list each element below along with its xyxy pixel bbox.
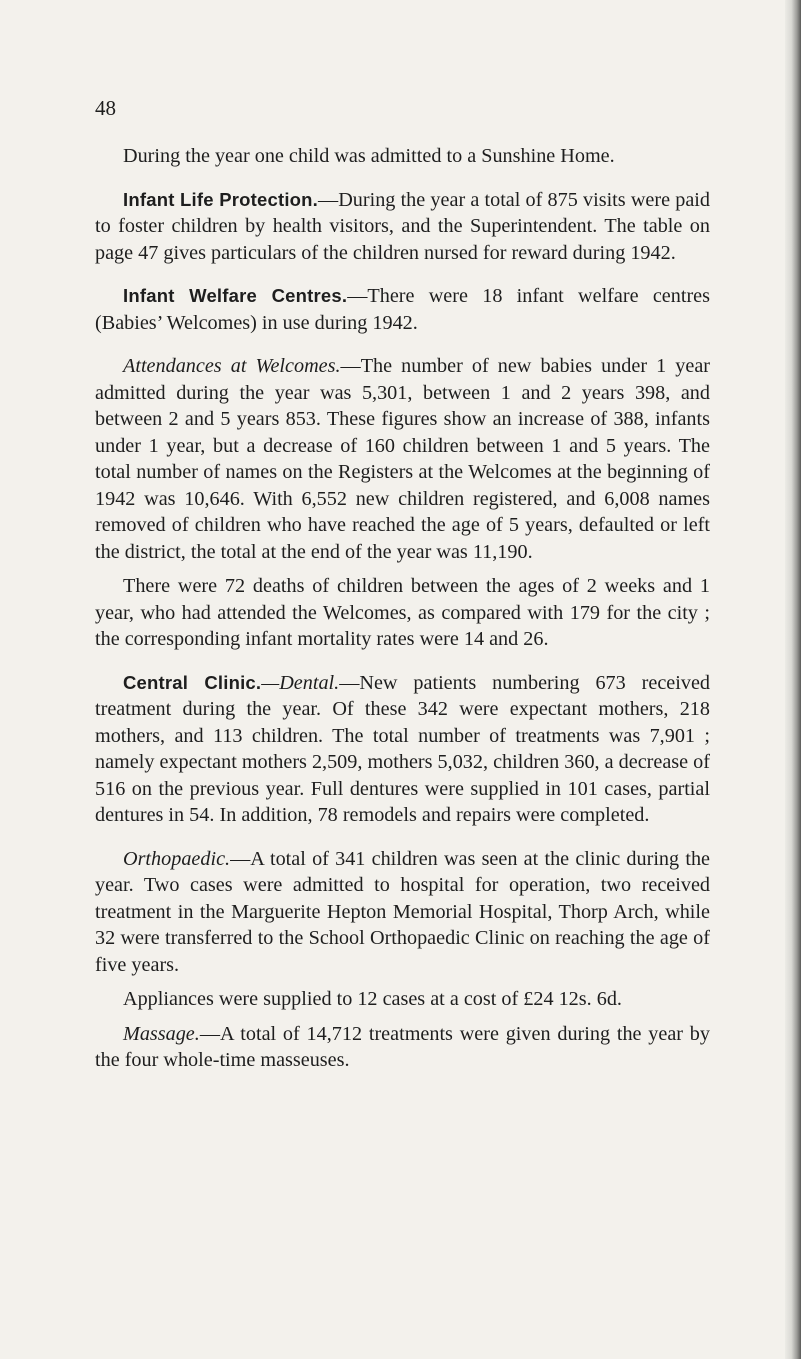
infant-welfare-centres-text: —There were 18 infant welfare centres (Babies’ Welcomes) in use during 1942. [95, 285, 710, 334]
orthopaedic-paragraph [95, 846, 710, 979]
document-body [95, 143, 710, 1074]
infant-welfare-centres-paragraph [95, 283, 710, 336]
deaths-paragraph: There were 72 deaths of children between the ages of 2 weeks and 1 year, who had attended the Welcomes, as compared with 179 for the city ; the corresponding infant mortality rates were 14 and 26. [95, 575, 710, 650]
infant-life-protection-paragraph [95, 187, 710, 267]
page-edge-shadow [785, 0, 801, 1359]
orthopaedic-text: —A total of 341 children was seen at the clinic during the year. Two cases were admitted to hospital for operation, two received treatment in the Marguerite Hepton Memorial Hospital, Thorp Arch, while 32 were transferred to the School Orthopaedic Clinic on reaching the age of five years. [95, 847, 710, 976]
massage-paragraph [95, 1021, 710, 1074]
attendances-heading: Attendances at Welcomes. [123, 355, 341, 377]
page-number: 48 [95, 96, 116, 120]
central-clinic-heading: Central Clinic. [123, 671, 262, 693]
massage-text: —A total of 14,712 treatments were given during the year by the four whole-time masseuses. [95, 1022, 710, 1071]
attendances-paragraph [95, 353, 710, 565]
appliances-paragraph: Appliances were supplied to 12 cases at a cost of £24 12s. 6d. [123, 988, 622, 1010]
infant-life-protection-text: —During the year a total of 875 visits were paid to foster children by health visitors, and the Superintendent. The table on page 47 gives particulars of the children nursed for reward during 1942. [95, 188, 710, 264]
sunshine-home-paragraph: During the year one child was admitted to a Sunshine Home. [123, 145, 615, 167]
infant-life-protection-heading: Infant Life Protection. [123, 188, 319, 210]
massage-heading: Massage. [123, 1022, 200, 1045]
infant-welfare-centres-heading: Infant Welfare Centres. [123, 285, 348, 306]
dental-subheading: —Dental. [261, 671, 340, 694]
orthopaedic-heading: Orthopaedic. [123, 847, 231, 870]
attendances-text: —The number of new babies under 1 year admitted during the year was 5,301, between 1 and 2 years 398, and between 2 and 5 years 853. These figures show an increase of 388, infants under 1 year, but a decrease of 160 children between 1 and 5 years. The total number of names on the Registers at the Welcomes at the beginning of 1942 was 10,646. With 6,552 new children registered, and 6,008 names removed of children who have reached the age of 5 years, defaulted or left the district, the total at the end of the year was 11,190. [95, 355, 710, 563]
central-clinic-text: —New patients numbering 673 received treatment during the year. Of these 342 were expectant mothers, 218 mothers, and 113 children. The total number of treatments was 7,901 ; namely expectant mothers 2,509, mothers 5,032, children 360, a decrease of 516 on the previous year. Full dentures were supplied in 101 cases, partial dentures in 54. In addition, 78 remodels and repairs were completed. [95, 671, 711, 826]
central-clinic-paragraph [95, 670, 710, 829]
